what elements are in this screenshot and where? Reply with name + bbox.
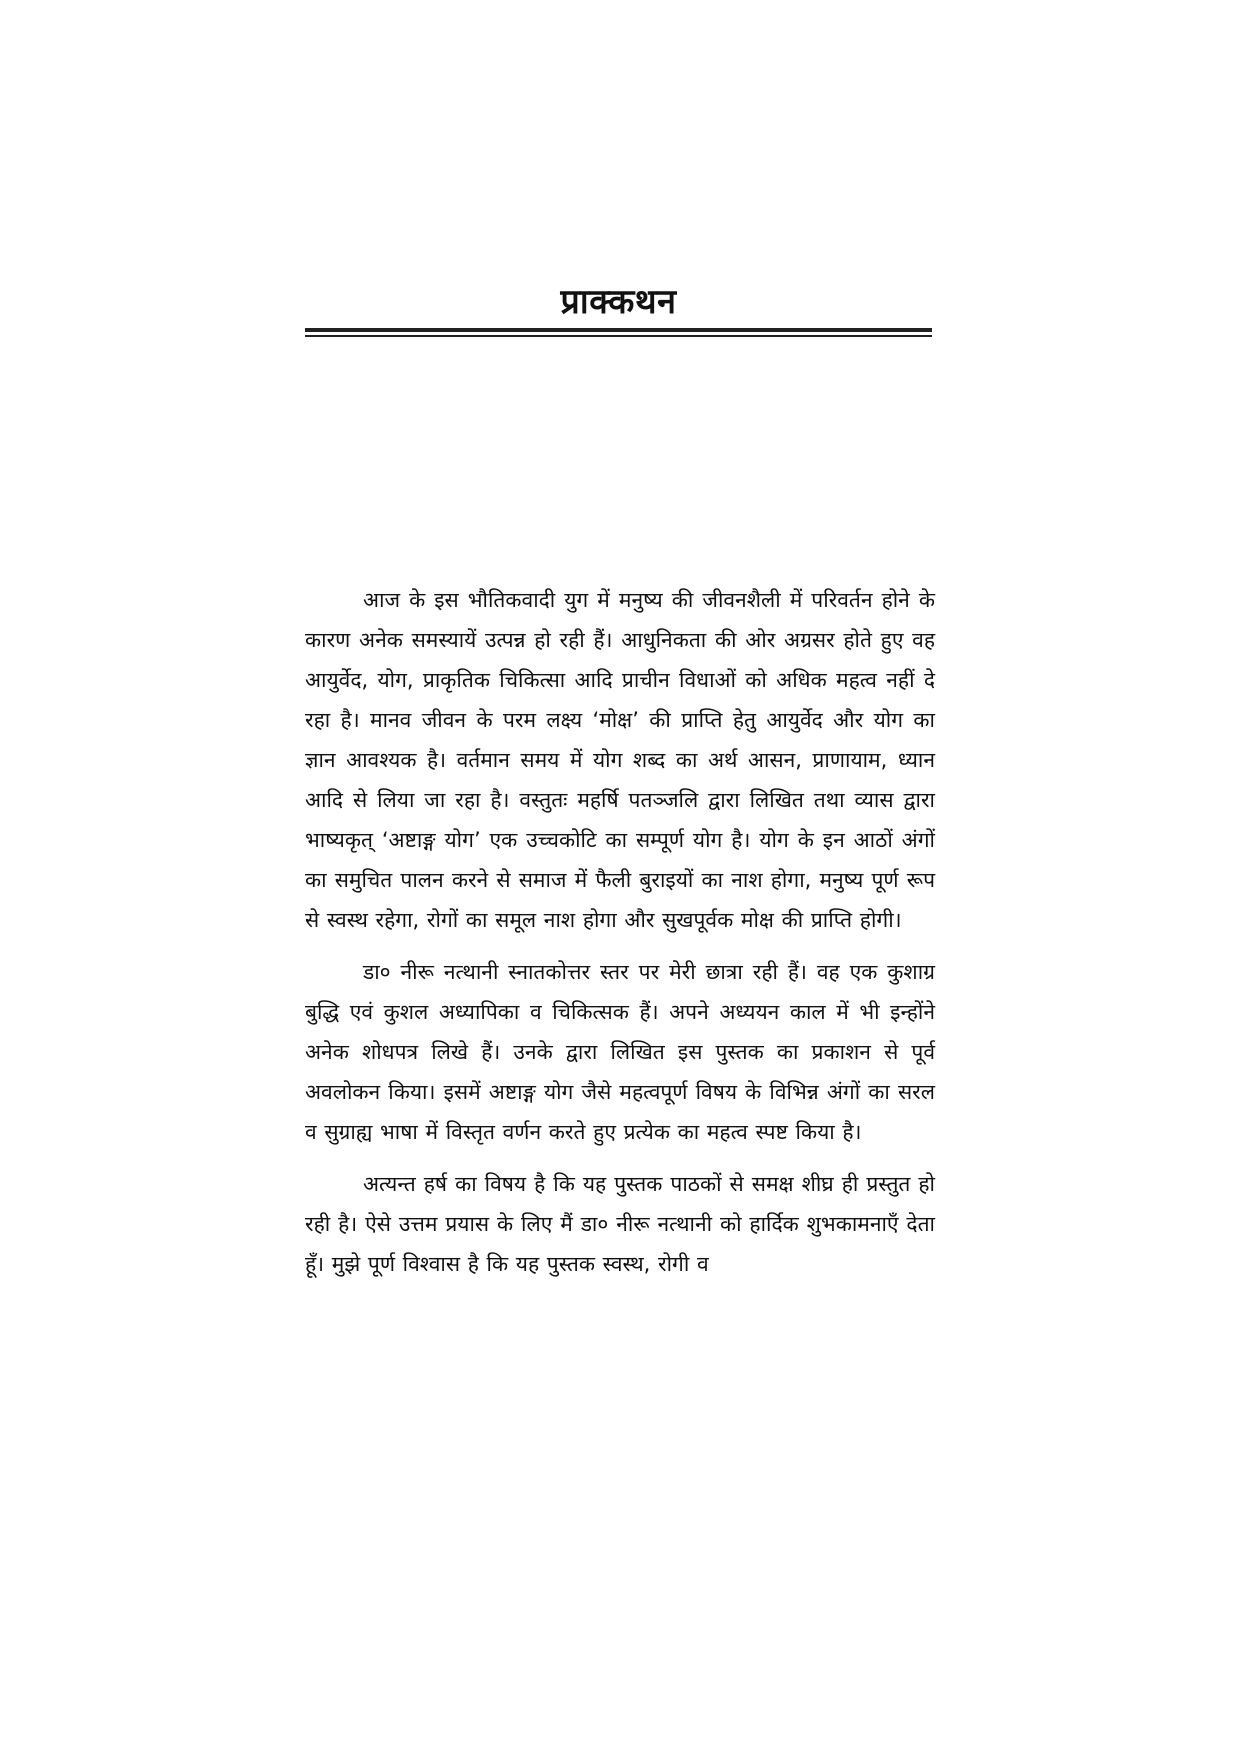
page-title: प्राक्कथन — [560, 282, 677, 322]
heading-block — [305, 278, 932, 337]
paragraph-1: आज के इस भौतिकवादी युग में मनुष्य की जीवनशैली में परिवर्तन होने के कारण अनेक समस्यायें उत्पन्न हो रही हैं। आधुनिकता की ओर अग्रसर होते हुए वह आयुर्वेद, योग, प्राकृतिक चिकित्सा आदि प्राचीन विधाओं को अधिक महत्व नहीं दे रहा है। मानव जीवन के परम लक्ष्य ‘मोक्ष’ की प्राप्ति हेतु आयुर्वेद और योग का ज्ञान आवश्यक है। वर्तमान समय में योग शब्द का अर्थ आसन, प्राणायाम, ध्यान आदि से लिया जा रहा है। वस्तुतः महर्षि पतञ्जलि द्वारा लिखित तथा व्यास द्वारा भाष्यकृत् ‘अष्टाङ्ग योग’ एक उच्चकोटि का सम्पूर्ण योग है। योग के इन आठों अंगों का समुचित पालन करने से समाज में फैली बुराइयों का नाश होगा, मनुष्य पूर्ण रूप से स्वस्थ रहेगा, रोगों का समूल नाश होगा और सुखपूर्वक मोक्ष की प्राप्ति होगी। — [305, 588, 935, 932]
title-double-rule — [305, 328, 932, 337]
paragraph-2: डा० नीरू नत्थानी स्नातकोत्तर स्तर पर मेरी छात्रा रही हैं। वह एक कुशाग्र बुद्धि एवं कुशल अध्यापिका व चिकित्सक हैं। अपने अध्ययन काल में भी इन्होंने अनेक शोधपत्र लिखे हैं। उनके द्वारा लिखित इस पुस्तक का प्रकाशन से पूर्व अवलोकन किया। इसमें अष्टाङ्ग योग जैसे महत्वपूर्ण विषय के विभिन्न अंगों का सरल व सुग्राह्य भाषा में विस्तृत वर्णन करते हुए प्रत्येक का महत्व स्पष्ट किया है। — [305, 960, 935, 1144]
paragraph-3: अत्यन्त हर्ष का विषय है कि यह पुस्तक पाठकों से समक्ष शीघ्र ही प्रस्तुत हो रही है। ऐसे उत्तम प्रयास के लिए मैं डा० नीरू नत्थानी को हार्दिक शुभकामनाएँ देता हूँ। मुझे पूर्ण विश्वास है कि यह पुस्तक स्वस्थ, रोगी व — [305, 1172, 935, 1276]
body-text — [305, 580, 935, 1296]
title-rule-thin — [305, 335, 932, 337]
title-rule-thick — [305, 328, 932, 332]
